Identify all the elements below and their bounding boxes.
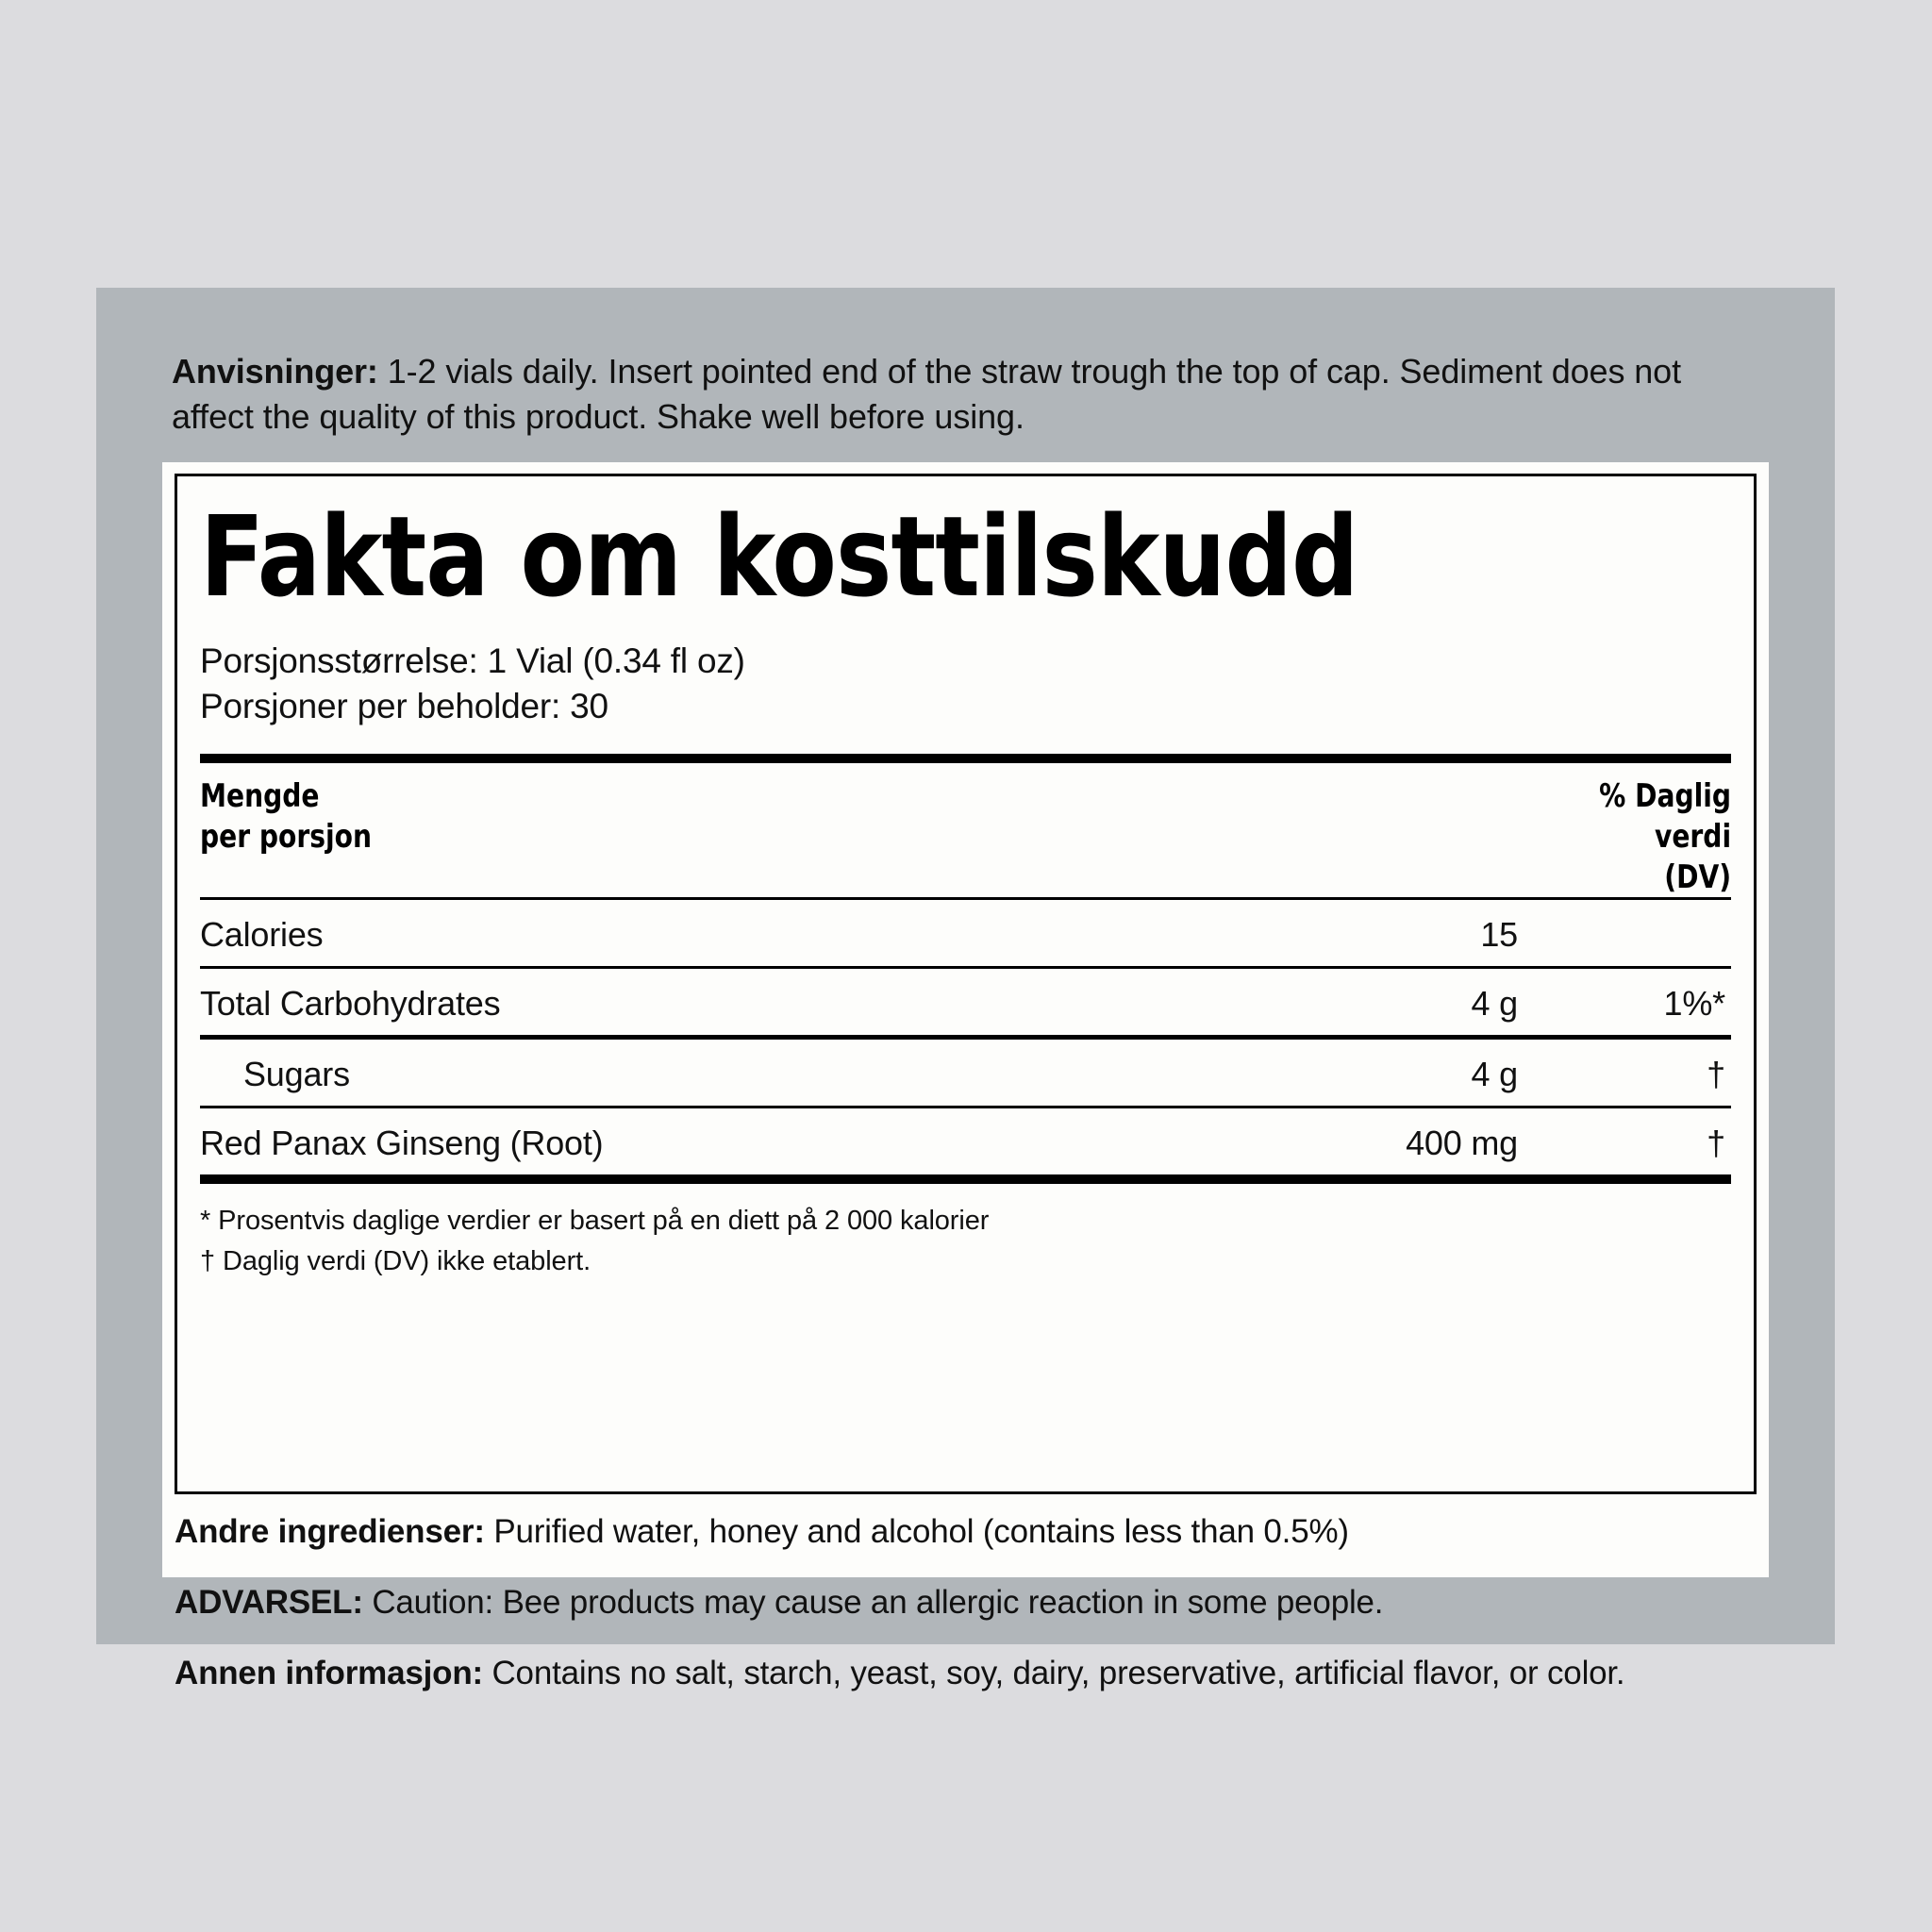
nutrient-name: Total Carbohydrates [200, 984, 501, 1024]
nutrient-daily-value: † [1707, 1124, 1725, 1163]
nutrient-row [200, 1108, 1731, 1174]
serving-size: Porsjonsstørrelse: 1 Vial (0.34 fl oz) [200, 641, 745, 680]
nutrient-name: Red Panax Ginseng (Root) [200, 1124, 604, 1163]
footnotes-block [200, 1184, 1731, 1282]
dv-header-line1: % Daglig [1599, 777, 1731, 816]
footnote-dagger: † Daglig verdi (DV) ikke etablert. [200, 1246, 591, 1277]
amount-header-line1: Mengde [200, 777, 320, 816]
footnote-asterisk: * Prosentvis daglige verdier er basert på en diett på 2 000 kalorier [200, 1206, 990, 1237]
other-ingredients-text: Purified water, honey and alcohol (contains less than 0.5%) [493, 1513, 1349, 1550]
directions-text: 1-2 vials daily. Insert pointed end of the straw trough the top of cap. Sediment does not affect the quality of this product. Shake well before using. [172, 352, 1681, 436]
supplement-facts-card [96, 288, 1835, 1691]
rule-above-amount-header [200, 754, 1731, 763]
nutrient-row [200, 900, 1731, 966]
daily-value-header [1599, 776, 1731, 897]
nutrient-row [200, 969, 1731, 1035]
other-information-line [175, 1653, 1740, 1695]
label-white-panel [162, 462, 1769, 1691]
servings-per-container: Porsjoner per beholder: 30 [200, 687, 608, 726]
warning-line [175, 1582, 1740, 1624]
amount-per-serving-header [200, 763, 1731, 897]
dv-header-line3: (DV) [1664, 858, 1731, 896]
nutrient-amount: 4 g [1471, 1055, 1518, 1094]
directions-paragraph [172, 349, 1757, 439]
nutrient-daily-value: † [1707, 1055, 1725, 1094]
warning-label: ADVARSEL: [175, 1583, 363, 1621]
supplement-facts-box [175, 474, 1757, 1494]
nutrient-name: Calories [200, 915, 324, 955]
nutrient-name: Sugars [243, 1055, 350, 1094]
amount-header-line2: per porsjon [200, 818, 373, 857]
rule-above-footnotes [200, 1174, 1731, 1184]
nutrient-amount: 400 mg [1406, 1124, 1518, 1163]
dv-header-line2: verdi [1654, 818, 1731, 857]
nutrient-row [200, 1040, 1731, 1106]
warning-text: Caution: Bee products may cause an allergic reaction in some people. [372, 1583, 1384, 1621]
other-ingredients-line [175, 1511, 1740, 1554]
bottom-text-block [175, 1511, 1740, 1694]
directions-label: Anvisninger: [172, 352, 378, 391]
nutrient-daily-value: 1%* [1663, 984, 1725, 1024]
nutrient-amount: 15 [1480, 915, 1518, 955]
nutrient-amount: 4 g [1471, 984, 1518, 1024]
other-information-label: Annen informasjon: [175, 1654, 483, 1691]
amount-header-left [200, 776, 372, 858]
page-title: Fakta om kosttilskudd [200, 491, 1358, 622]
other-information-text: Contains no salt, starch, yeast, soy, dairy, preservative, artificial flavor, or color. [491, 1654, 1625, 1691]
other-ingredients-label: Andre ingredienser: [175, 1513, 485, 1550]
serving-info-block [200, 639, 1731, 729]
